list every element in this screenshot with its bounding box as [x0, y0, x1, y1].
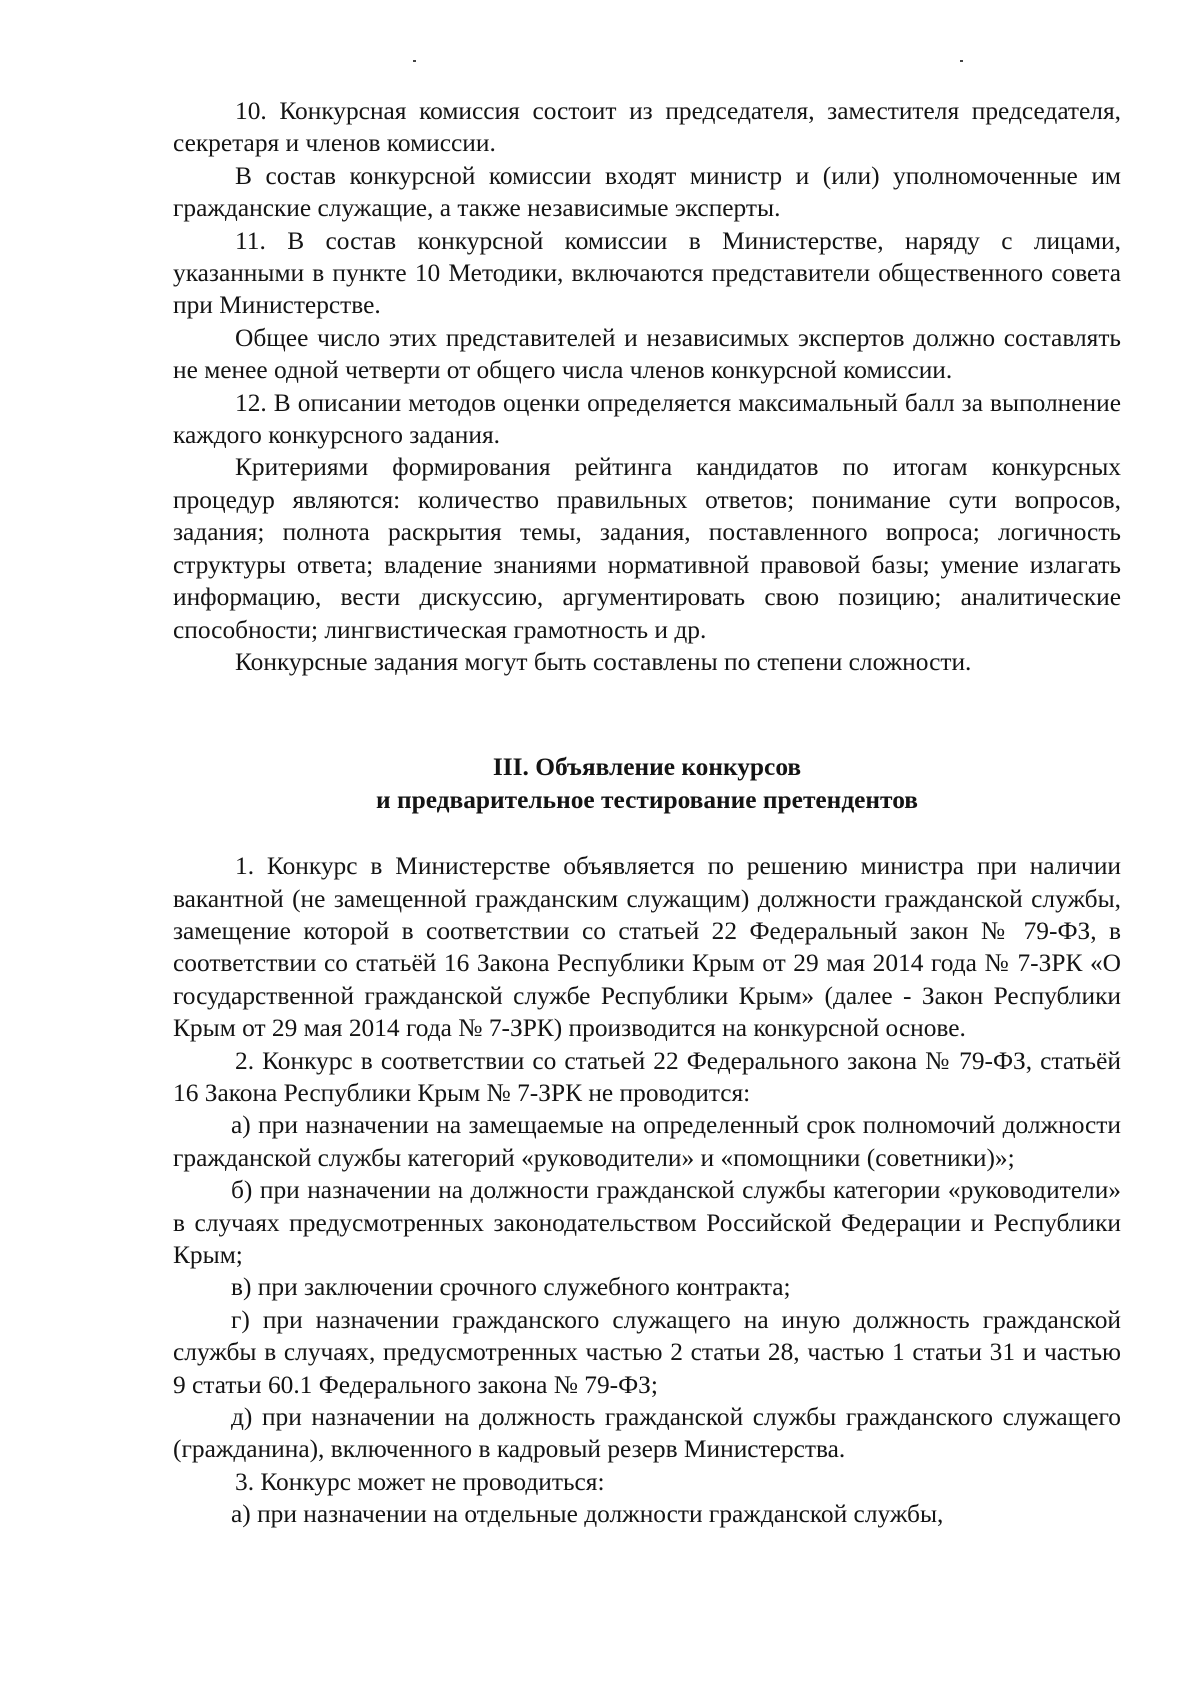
paragraph: Общее число этих представителей и независимых экспертов должно составлять не менее одной четверти от общего числа членов конкурсной комиссии.	[173, 323, 1121, 385]
paragraph: 11. В состав конкурсной комиссии в Министерстве, наряду с лицами, указанными в пункте 10 Методики, включаются представители общественного совета при Министерстве.	[173, 226, 1121, 320]
paragraph: 12. В описании методов оценки определяется максимальный балл за выполнение каждого конкурсного задания.	[173, 388, 1121, 450]
paragraph: Конкурсные задания могут быть составлены по степени сложности.	[235, 647, 972, 676]
paragraph: В состав конкурсной комиссии входят министр и (или) уполномоченные им гражданские служащие, а также независимые эксперты.	[173, 161, 1121, 223]
paragraph: 2. Конкурс в соответствии со статьей 22 Федерального закона № 79-ФЗ, статьёй 16 Закона Республики Крым № 7-ЗРК не проводится:	[173, 1046, 1121, 1107]
list-item: в) при заключении срочного служебного контракта;	[231, 1273, 791, 1302]
list-item: д) при назначении на должность гражданской службы гражданского служащего (гражданина), включенного в кадровый резерв Министерства.	[173, 1403, 1121, 1464]
section-title-line: и предварительное тестирование претендентов	[376, 785, 918, 814]
list-item: б) при назначении на должности гражданской службы категории «руководители» в случаях предусмотренных законодательством Российской Федерации и Республики Крым;	[173, 1176, 1121, 1269]
list-item: а) при назначении на отдельные должности гражданской службы,	[231, 1500, 944, 1529]
paragraph: 3. Конкурс может не проводиться:	[235, 1467, 605, 1496]
paragraph: Критериями формирования рейтинга кандидатов по итогам конкурсных процедур являются: количество правильных ответов; понимание сути вопросов, задания; полнота раскрытия темы, задания, поставленного вопроса; логичность структуры ответа; владение знаниями нормативной правовой базы; умение излагать информацию, вести дискуссию, аргументировать свою позицию; аналитические способности; лингвистическая грамотность и др.	[173, 453, 1121, 644]
section-body	[173, 850, 1121, 1531]
paragraph: 10. Конкурсная комиссия состоит из председателя, заместителя председателя, секретаря и членов комиссии.	[173, 97, 1121, 158]
scan-mark	[960, 60, 963, 62]
list-item: а) при назначении на замещаемые на определенный срок полномочий должности гражданской службы категорий «руководители» и «помощники (советники)»;	[173, 1111, 1121, 1172]
section-title	[173, 751, 1121, 816]
list-item: г) при назначении гражданского служащего на иную должность гражданской службы в случаях, предусмотренных частью 2 статьи 28, частью 1 статьи 31 и частью 9 статьи 60.1 Федерального закона № 79-ФЗ;	[173, 1305, 1121, 1399]
document-body	[173, 95, 1121, 1531]
scan-mark	[413, 60, 416, 62]
section-title-line: III. Объявление конкурсов	[492, 753, 802, 782]
paragraph: 1. Конкурс в Министерстве объявляется по решению министра при наличии вакантной (не замещенной гражданским служащим) должности гражданской службы, замещение которой в соответствии со статьей 22 Федеральный закон № 79-ФЗ, в соответствии со статьёй 16 Закона Республики Крым от 29 мая 2014 года № 7-ЗРК «О государственной гражданской службе Республики Крым» (далее - Закон Республики Крым от 29 мая 2014 года № 7-ЗРК) производится на конкурсной основе.	[173, 852, 1121, 1043]
